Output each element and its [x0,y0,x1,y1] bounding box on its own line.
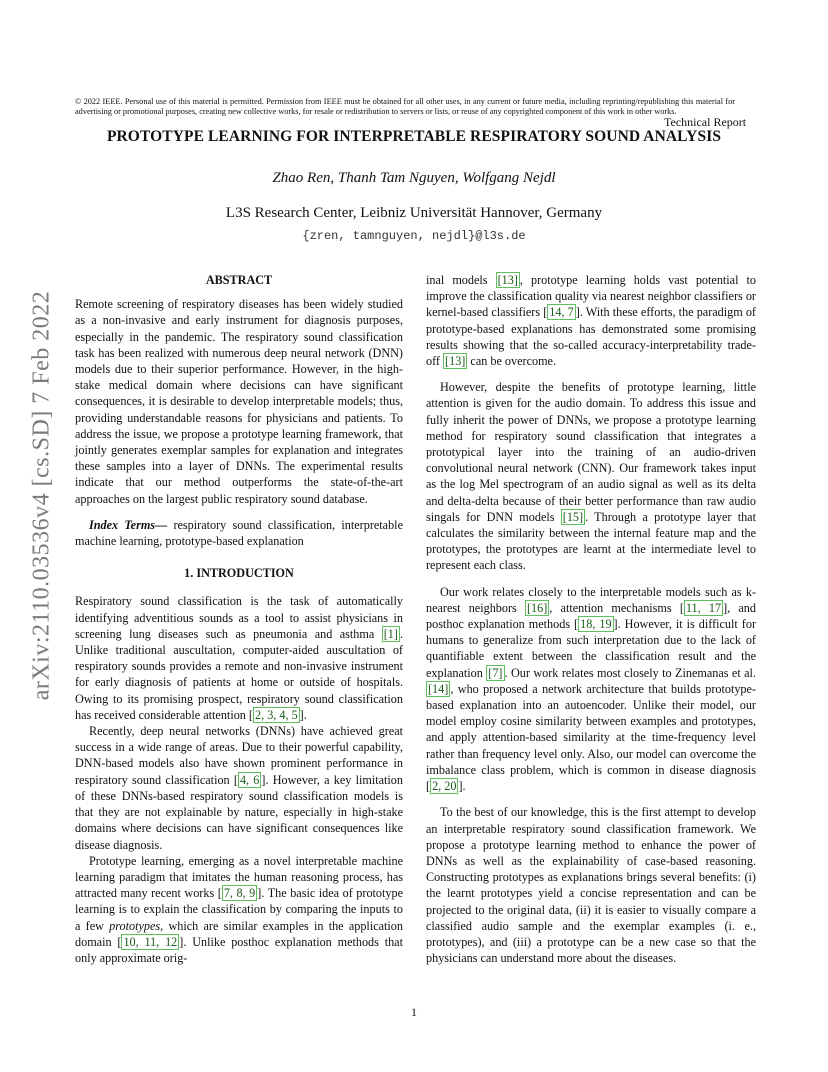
index-terms-label: Index Terms— [89,517,168,532]
citation-link[interactable]: 11, 17 [685,600,722,615]
citation-link[interactable]: 10, 11, 12 [123,934,178,949]
citation-link[interactable]: 2, 3, 4, 5 [255,707,298,722]
citation-link[interactable]: [14] [428,681,449,696]
index-terms-text: respiratory sound classification, interpretable machine learning, prototype-based explanation [75,517,403,549]
intro-paragraph-1: Respiratory sound classification is the task of automatically identifying adventitious sounds as a tool to assist physicians in screening lung diseases such as pneumonia and asthma [1] . Unlike traditional auscultation, computer-aided auscultation of respiratory sounds provides a remote and non-invasive instrument for early diagnosis of patients at home or outside of hospitals. Owing to its promising prospect, respiratory sound classification has received considerable attention [ 2, 3, 4, 5 ]. [75,594,403,722]
technical-report-label: Technical Report [664,115,747,129]
introduction-heading: 1. INTRODUCTION [184,566,294,581]
abstract-heading: ABSTRACT [205,273,273,287]
right-paragraph-1: inal models [13] , prototype learning holds vast potential to improve the classification quality via nearest neighbor classifiers or kernel-based classifiers [ 14, 7 ]. With these efforts, the paradigm of prototype-based explanations has demonstrated some promising results showing that the so-called accuracy-interpretability trade-off [13] can be overcome. [426,273,757,369]
citation-link[interactable]: [15] [562,509,584,524]
copyright-notice: © 2022 IEEE. Personal use of this material is permitted. Permission from IEEE must be obtained for all other uses, in any current or future media, including reprinting/republishing this material for advertising or promotional purposes, creating new collective works, for resale or redistribution to servers or lists, or reuse of any copyrighted component of this work in other works. [75,97,735,116]
citation-link[interactable]: [1] [383,626,398,641]
citation-link[interactable]: 4, 6 [239,772,260,787]
paper-authors: Zhao Ren, Thanh Tam Nguyen, Wolfgang Nejdl [272,170,556,186]
right-paragraph-2: However, despite the benefits of prototype learning, little attention is given for the audio domain. To address this issue and fully inherit the power of DNNs, we propose a prototype learning method for respiratory sound classification that integrates a prototypical layer into the training of an audio-driven convolutional neural network (CNN). Our framework takes input as the log Mel spectrogram of an audio signal as well as its delta and delta-delta because of their better performance than raw audio singals for DNN models [15] . Through a prototype layer that calculates the similarity between the internal feature map and the prototypes, the prototypes are learnt at the intermediate level to represent each class. [426,380,756,573]
index-terms [75,517,403,549]
citation-link[interactable]: 2, 20 [432,779,457,794]
citation-link[interactable]: [7] [488,665,503,680]
left-column [75,272,403,966]
citation-link[interactable]: [13] [445,354,466,369]
citation-link[interactable]: [16] [526,600,548,615]
abstract-text: Remote screening of respiratory diseases has been widely studied as a non-invasive and early instrument for diagnosis purposes, especially in the pandemic. The respiratory sound classification task has been realized with numerous deep neural network (DNN) models due to their superior performance. However, in the high-stake medical domain where decisions can have significant consequences, it is desirable to develop interpretable models; thus, providing understandable reasons for physicians and patients. To address the issue, we propose a prototype learning framework, that jointly generates exemplar samples for explanation and integrates these samples into a layer of DNNs. The experimental results indicate that our method outperforms the state-of-the-art approaches on the largest public respiratory sound database. [75,297,403,506]
arxiv-sidebar [22,290,62,700]
paper-affiliation: L3S Research Center, Leibniz Universität Hannover, Germany [225,205,603,221]
citation-link[interactable]: 7, 8, 9 [223,886,256,901]
intro-paragraph-3: Prototype learning, emerging as a novel interpretable machine learning paradigm that imitates the human reasoning process, has attracted many recent works [ 7, 8, 9 ]. The basic idea of prototype learning is to explain the classification by comparing the inputs to a few prototypes, which are similar examples in the application domain [ 10, 11, 12 ]. Unlike posthoc explanation methods that only approximate orig- [75,853,404,965]
citation-link[interactable]: [13] [497,273,518,287]
paper-email: {zren, tamnguyen, nejdl}@l3s.de [302,229,526,243]
citation-link[interactable]: 18, 19 [580,617,612,632]
citation-link[interactable]: 14, 7 [549,305,574,320]
right-column [426,272,756,966]
right-paragraph-3: Our work relates closely to the interpretable models such as k-nearest neighbors [16] , attention mechanisms [ 11, 17 ], and posthoc explanation methods [ 18, 19 ]. However, it is difficult for humans to generalize from such interpretation due to the lack of quantifiable extent between the classification result and the explanation [7] . Our work relates most closely to Zinemanas et al. [14] , who proposed a network architecture that builds prototype-based explanation into an autoencoder. Unlike their model, our model employ cosine similarity between examples and prototypes, and apply attention-based similarity at the time-frequency level rather than frequency level only. Also, our model can overcome the imbalance class problem, which is common in disease diagnosis [ 2, 20 ]. [426,584,757,794]
page-number: 1 [411,1005,417,1019]
intro-paragraph-2: Recently, deep neural networks (DNNs) have achieved great success in a wide range of areas. Due to their powerful capability, DNN-based models also have shown prominent performance in respiratory sound classification [ 4, 6 ]. However, a key limitation of these DNNs-based respiratory sound classification models is that they are not explainable by nature, especially in high-stake domains where decisions can have significant consequences like disease diagnosis. [75,724,403,852]
paper-title: PROTOTYPE LEARNING FOR INTERPRETABLE RESPIRATORY SOUND ANALYSIS [106,128,722,145]
arxiv-identifier: arXiv:2110.03536v4 [cs.SD] 7 Feb 2022 [28,290,55,700]
right-paragraph-4: To the best of our knowledge, this is the first attempt to develop an interpretable respiratory sound classification framework. We propose a prototype learning method to enhance the power of DNNs as well as the explainability of case-based reasoning. Constructing prototypes as explanations brings several benefits: (i) the learnt prototypes yield a concise representation and can be projected to the original data, (ii) it is easier to visually compare a classified audio sample and the exemplar examples (i. e., prototypes), and (iii) a prototype can be a new case so that the physicians can understand more about the diseases. [426,805,756,966]
